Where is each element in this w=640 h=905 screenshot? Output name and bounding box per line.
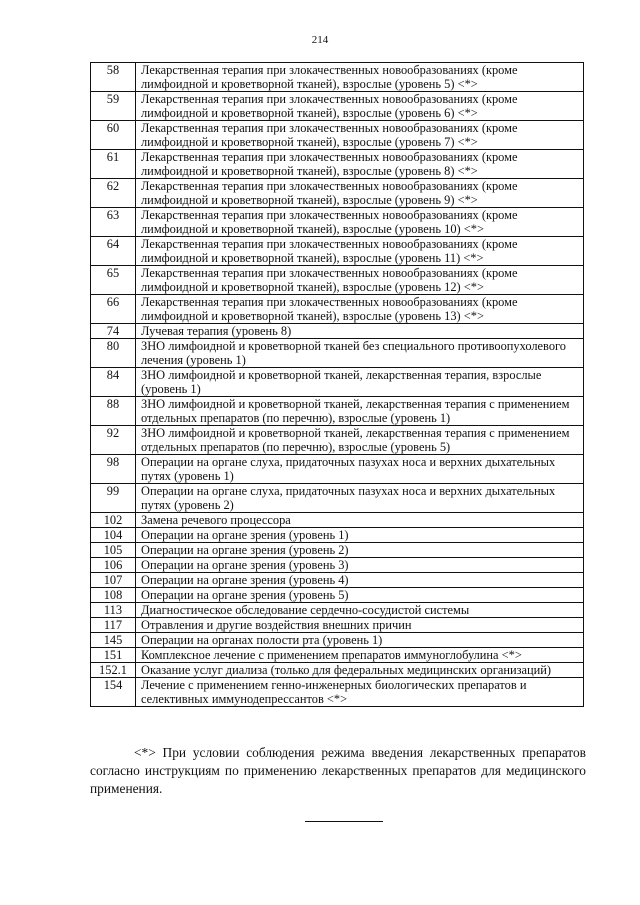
row-description: Операции на органе слуха, придаточных пазухах носа и верхних дыхательных путях (уровень 2) xyxy=(136,484,584,513)
row-description: Операции на органе слуха, придаточных пазухах носа и верхних дыхательных путях (уровень 1) xyxy=(136,455,584,484)
row-number: 154 xyxy=(91,678,136,707)
row-description: Операции на органе зрения (уровень 5) xyxy=(136,588,584,603)
table-row xyxy=(91,426,584,455)
table-row xyxy=(91,573,584,588)
row-description: ЗНО лимфоидной и кроветворной тканей, лекарственная терапия с применением отдельных препаратов (по перечню), взрослые (уровень 1) xyxy=(136,397,584,426)
table-row xyxy=(91,295,584,324)
row-description: Операции на органе зрения (уровень 1) xyxy=(136,528,584,543)
footnote-text: <*> При условии соблюдения режима введения лекарственных препаратов согласно инструкциям по применению лекарственных препаратов для медицинского применения. xyxy=(90,745,586,796)
table-row xyxy=(91,368,584,397)
row-description: Замена речевого процессора xyxy=(136,513,584,528)
row-description: ЗНО лимфоидной и кроветворной тканей, лекарственная терапия с применением отдельных препаратов (по перечню), взрослые (уровень 5) xyxy=(136,426,584,455)
table-row xyxy=(91,266,584,295)
row-number: 104 xyxy=(91,528,136,543)
row-number: 63 xyxy=(91,208,136,237)
row-number: 117 xyxy=(91,618,136,633)
row-number: 113 xyxy=(91,603,136,618)
row-number: 66 xyxy=(91,295,136,324)
row-description: Лекарственная терапия при злокачественных новообразованиях (кроме лимфоидной и кроветворной тканей), взрослые (уровень 11) <*> xyxy=(136,237,584,266)
row-description: Лекарственная терапия при злокачественных новообразованиях (кроме лимфоидной и кроветворной тканей), взрослые (уровень 10) <*> xyxy=(136,208,584,237)
row-number: 84 xyxy=(91,368,136,397)
table-row xyxy=(91,397,584,426)
table-row xyxy=(91,558,584,573)
row-number: 102 xyxy=(91,513,136,528)
table-row xyxy=(91,648,584,663)
row-description: Диагностическое обследование сердечно-сосудистой системы xyxy=(136,603,584,618)
row-number: 107 xyxy=(91,573,136,588)
row-description: Комплексное лечение с применением препаратов иммуноглобулина <*> xyxy=(136,648,584,663)
row-number: 58 xyxy=(91,63,136,92)
table-row xyxy=(91,179,584,208)
row-number: 145 xyxy=(91,633,136,648)
table-row xyxy=(91,513,584,528)
row-number: 105 xyxy=(91,543,136,558)
row-description: Лекарственная терапия при злокачественных новообразованиях (кроме лимфоидной и кроветворной тканей), взрослые (уровень 8) <*> xyxy=(136,150,584,179)
footnote xyxy=(90,744,586,798)
table-row xyxy=(91,455,584,484)
table-row xyxy=(91,543,584,558)
row-description: Лекарственная терапия при злокачественных новообразованиях (кроме лимфоидной и кроветворной тканей), взрослые (уровень 7) <*> xyxy=(136,121,584,150)
row-number: 61 xyxy=(91,150,136,179)
closing-rule xyxy=(305,821,383,822)
table-row xyxy=(91,484,584,513)
row-description: Лекарственная терапия при злокачественных новообразованиях (кроме лимфоидной и кроветворной тканей), взрослые (уровень 13) <*> xyxy=(136,295,584,324)
row-number: 151 xyxy=(91,648,136,663)
row-description: Лекарственная терапия при злокачественных новообразованиях (кроме лимфоидной и кроветворной тканей), взрослые (уровень 9) <*> xyxy=(136,179,584,208)
row-description: Операции на органе зрения (уровень 2) xyxy=(136,543,584,558)
table-row xyxy=(91,208,584,237)
row-number: 106 xyxy=(91,558,136,573)
row-number: 64 xyxy=(91,237,136,266)
table-row xyxy=(91,678,584,707)
row-description: Лечение с применением генно-инженерных биологических препаратов и селективных иммунодепрессантов <*> xyxy=(136,678,584,707)
row-number: 65 xyxy=(91,266,136,295)
row-number: 60 xyxy=(91,121,136,150)
row-description: Операции на органах полости рта (уровень 1) xyxy=(136,633,584,648)
row-number: 59 xyxy=(91,92,136,121)
row-number: 88 xyxy=(91,397,136,426)
page-number: 214 xyxy=(311,34,329,46)
row-description: ЗНО лимфоидной и кроветворной тканей без специального противоопухолевого лечения (уровень 1) xyxy=(136,339,584,368)
row-description: Операции на органе зрения (уровень 4) xyxy=(136,573,584,588)
row-number: 62 xyxy=(91,179,136,208)
table-row xyxy=(91,588,584,603)
code-table xyxy=(90,62,584,707)
table-row xyxy=(91,63,584,92)
table-row xyxy=(91,618,584,633)
row-description: Отравления и другие воздействия внешних причин xyxy=(136,618,584,633)
table-body xyxy=(91,63,584,707)
table-row xyxy=(91,663,584,678)
row-description: Лучевая терапия (уровень 8) xyxy=(136,324,584,339)
table-row xyxy=(91,150,584,179)
row-number: 98 xyxy=(91,455,136,484)
row-number: 99 xyxy=(91,484,136,513)
table-row xyxy=(91,237,584,266)
row-description: Операции на органе зрения (уровень 3) xyxy=(136,558,584,573)
row-number: 152.1 xyxy=(91,663,136,678)
table-row xyxy=(91,121,584,150)
row-number: 92 xyxy=(91,426,136,455)
table-row xyxy=(91,633,584,648)
table-row xyxy=(91,324,584,339)
table-row xyxy=(91,339,584,368)
row-description: Оказание услуг диализа (только для федеральных медицинских организаций) xyxy=(136,663,584,678)
table-row xyxy=(91,528,584,543)
table-row xyxy=(91,603,584,618)
row-description: Лекарственная терапия при злокачественных новообразованиях (кроме лимфоидной и кроветворной тканей), взрослые (уровень 6) <*> xyxy=(136,92,584,121)
table-row xyxy=(91,92,584,121)
row-description: Лекарственная терапия при злокачественных новообразованиях (кроме лимфоидной и кроветворной тканей), взрослые (уровень 12) <*> xyxy=(136,266,584,295)
row-number: 74 xyxy=(91,324,136,339)
row-description: Лекарственная терапия при злокачественных новообразованиях (кроме лимфоидной и кроветворной тканей), взрослые (уровень 5) <*> xyxy=(136,63,584,92)
row-number: 108 xyxy=(91,588,136,603)
row-number: 80 xyxy=(91,339,136,368)
row-description: ЗНО лимфоидной и кроветворной тканей, лекарственная терапия, взрослые (уровень 1) xyxy=(136,368,584,397)
